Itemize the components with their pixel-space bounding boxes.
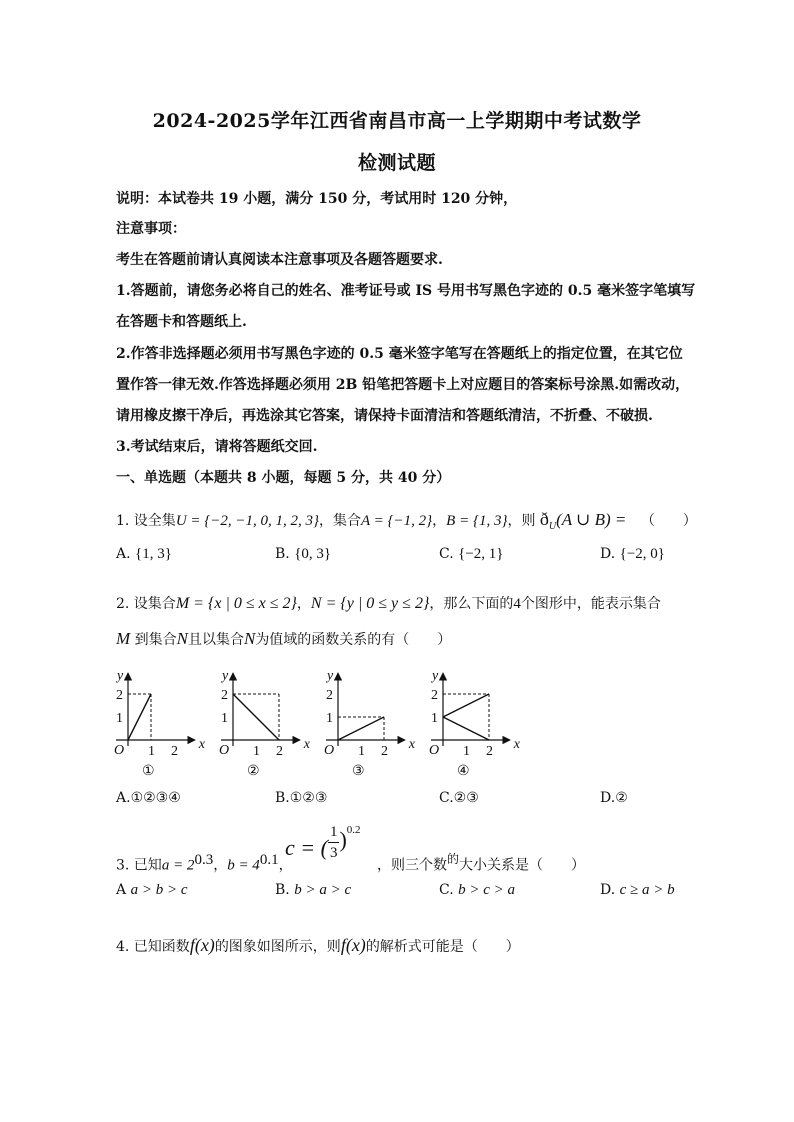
function-segment	[443, 717, 489, 740]
q3-option-d[interactable]	[600, 882, 675, 899]
complement-subscript: U	[548, 520, 557, 532]
q3-sep: ，	[213, 857, 228, 874]
x-tick-1: 1	[463, 744, 470, 759]
exam-title: 2024-2025学年江西省南昌市高一上学期期中考试数学	[152, 110, 642, 132]
function-segment	[233, 694, 279, 740]
x-axis-label: x	[513, 737, 520, 752]
x-tick-2: 2	[276, 744, 283, 759]
q3-a-exponent: 0.3	[194, 852, 214, 868]
q3-option-b[interactable]	[275, 882, 351, 899]
option-label: C.	[439, 882, 454, 898]
fraction-numerator: 1	[328, 822, 340, 843]
origin-label: O	[324, 743, 335, 758]
y-tick-2: 2	[116, 688, 123, 703]
q1-text-2: ，则	[507, 513, 536, 529]
option-value: ①②③	[289, 790, 328, 806]
y-axis-label: y	[117, 668, 124, 684]
fraction-denominator: 3	[329, 845, 338, 861]
q1-union-expression: (A ∪ B) =	[556, 510, 627, 529]
notice-item-2-cont: 置作答一律无效.作答选择题必须用 2B 铅笔把答题卡上对应题目的答案标号涂黑.如需改动，	[116, 377, 690, 393]
function-segment	[443, 694, 489, 717]
q4-f: f	[189, 935, 195, 955]
q2-count: 4	[513, 596, 521, 612]
q2-text-5: 为值域的函数关系的有（ ）	[255, 632, 452, 648]
q2-graphs	[108, 660, 528, 780]
x-tick-2: 2	[486, 744, 493, 759]
q1-set-b: B = {1, 3}	[446, 513, 508, 529]
option-value: {−2, 1}	[458, 546, 504, 562]
graph-number-label: ①	[142, 764, 155, 779]
option-value: a > b > c	[130, 882, 188, 898]
y-tick-2: 2	[221, 688, 228, 703]
q1-universal-set: U = {−2, −1, 0, 1, 2, 3}	[175, 513, 320, 529]
q1-option-a[interactable]	[116, 546, 172, 563]
option-label: A	[116, 882, 127, 898]
option-value: ②③	[453, 790, 479, 806]
option-label: B.	[275, 546, 290, 562]
option-label: A.	[116, 790, 131, 806]
q3-option-a[interactable]	[116, 882, 187, 899]
q4-x-2: (x)	[345, 935, 366, 955]
function-segment	[338, 717, 384, 740]
q4-text-2: 的解析式可能是（ ）	[365, 939, 520, 955]
q3-b: b = 4	[227, 857, 260, 874]
x-tick-2: 2	[171, 744, 178, 759]
complement-symbol: ð	[539, 509, 549, 529]
exam-subtitle: 检测试题	[357, 152, 436, 174]
q3-c-lhs: c = (	[285, 835, 328, 860]
q2-set-n: N = {y | 0 ≤ y ≤ 2}	[310, 595, 430, 612]
q2-n: N	[176, 629, 188, 648]
x-axis-label: x	[303, 737, 310, 752]
y-tick-2: 2	[326, 688, 333, 703]
option-value: b > c > a	[458, 882, 516, 898]
q2-sep: ，	[296, 596, 311, 612]
q3-number: 3. 已知	[116, 857, 162, 874]
q1-set-a: A = {−1, 2}	[361, 513, 433, 529]
exam-description: 说明：本试卷共 19 小题，满分 150 分，考试用时 120 分钟，	[116, 191, 518, 207]
y-tick-1: 1	[221, 711, 228, 726]
q4-number: 4. 已知函数	[116, 939, 190, 955]
y-axis-label: y	[432, 668, 439, 684]
y-tick-1: 1	[326, 711, 333, 726]
q2-number: 2. 设集合	[116, 596, 176, 612]
question-2-cont	[116, 629, 451, 649]
option-value: c ≥ a > b	[619, 882, 675, 898]
q2-text-2: 个图形中，能表示集合	[520, 596, 661, 612]
x-tick-1: 1	[148, 744, 155, 759]
option-label: D.	[600, 882, 616, 898]
notice-item-1: 1.答题前，请您务必将自己的姓名、准考证号或 IS 号用书写黑色字迹的 0.5 毫米签字笔填写	[116, 283, 696, 299]
option-label: A.	[116, 546, 131, 562]
y-tick-1: 1	[431, 711, 438, 726]
function-segment	[128, 694, 151, 740]
x-axis-label: x	[408, 737, 415, 752]
q2-text-3: 到集合	[130, 632, 177, 648]
notice-item-3: 3.考试结束后，请将答题纸交回.	[116, 439, 318, 455]
x-tick-2: 2	[381, 744, 388, 759]
q2-option-b[interactable]	[275, 790, 327, 806]
q4-x: (x)	[194, 935, 215, 955]
option-value: ①②③④	[130, 790, 181, 806]
q3-text: ，则三个数	[377, 857, 448, 874]
q2-option-a[interactable]	[116, 790, 181, 806]
q3-a: a = 2	[161, 857, 195, 874]
q3-c-exponent: 0.2	[346, 823, 361, 836]
q1-text: ，集合	[319, 513, 362, 529]
notice-heading: 注意事项：	[116, 221, 186, 237]
q1-sep: ，	[432, 513, 447, 529]
q2-option-d[interactable]	[600, 790, 628, 806]
origin-label: O	[429, 743, 440, 758]
option-value: ②	[615, 790, 628, 806]
option-value: {0, 3}	[294, 546, 332, 562]
q3-c-expression	[285, 822, 361, 872]
option-label: C.	[439, 546, 454, 562]
origin-label: O	[114, 743, 125, 758]
option-label: B.	[275, 790, 290, 806]
q2-text: ，那么下面的	[429, 596, 514, 612]
section-heading: 一、单选题（本题共 8 小题，每题 5 分，共 40 分）	[116, 470, 451, 486]
option-value: {1, 3}	[135, 546, 172, 562]
q3-fraction	[328, 822, 340, 863]
graph-number-label: ④	[457, 764, 470, 779]
y-axis-label: y	[222, 668, 229, 684]
q4-text: 的图象如图所示，则	[214, 939, 341, 955]
notice-item-2: 2.作答非选择题必须用书写黑色字迹的 0.5 毫米签字笔写在答题纸上的指定位置，在其它位	[116, 346, 683, 362]
q2-n-2: N	[243, 629, 256, 648]
origin-label: O	[219, 743, 230, 758]
q3-de: 的	[447, 851, 460, 866]
q1-answer-paren: （ ）	[640, 513, 697, 529]
q2-set-m: M = {x | 0 ≤ x ≤ 2}	[175, 595, 297, 612]
y-tick-1: 1	[116, 711, 123, 726]
option-value: b > a > c	[294, 882, 352, 898]
q1-option-c[interactable]	[439, 546, 503, 563]
graph-3	[324, 668, 416, 779]
x-tick-1: 1	[253, 744, 260, 759]
option-label: D.	[600, 790, 616, 806]
q1-option-d[interactable]	[600, 546, 665, 563]
notice-intro: 考生在答题前请认真阅读本注意事项及各题答题要求.	[116, 252, 443, 268]
graph-1	[114, 668, 206, 779]
notice-item-2-cont2: 请用橡皮擦干净后，再选涂其它答案，请保持卡面清洁和答题纸清洁，不折叠、不破损.	[116, 408, 653, 424]
q3-option-c[interactable]	[439, 882, 515, 899]
x-axis-label: x	[198, 737, 205, 752]
q2-m: M	[116, 629, 131, 648]
q3-sep-2: ，	[278, 857, 293, 874]
option-label: D.	[600, 546, 616, 562]
q1-number: 1. 设全集	[116, 513, 176, 529]
y-axis-label: y	[327, 668, 334, 684]
option-label: B.	[275, 882, 290, 898]
y-tick-2: 2	[431, 688, 438, 703]
q2-text-4: 且以集合	[187, 632, 244, 648]
graph-number-label: ③	[352, 764, 365, 779]
graph-number-label: ②	[247, 764, 260, 779]
x-tick-1: 1	[358, 744, 365, 759]
graph-2	[219, 668, 311, 779]
notice-item-1-cont: 在答题卡和答题纸上.	[116, 314, 247, 330]
q1-option-b[interactable]	[275, 546, 331, 563]
option-label: C.	[439, 790, 454, 806]
q3-text-2: 大小关系是（ ）	[459, 857, 586, 874]
question-1	[116, 509, 697, 532]
q4-f-2: f	[340, 935, 346, 955]
q2-option-c[interactable]	[439, 790, 479, 806]
option-value: {−2, 0}	[619, 546, 665, 562]
q3-b-exponent: 0.1	[259, 852, 279, 868]
question-4	[116, 935, 520, 956]
q3-c-rhs: )	[339, 827, 347, 852]
graph-4	[429, 668, 521, 779]
question-2	[116, 593, 661, 613]
